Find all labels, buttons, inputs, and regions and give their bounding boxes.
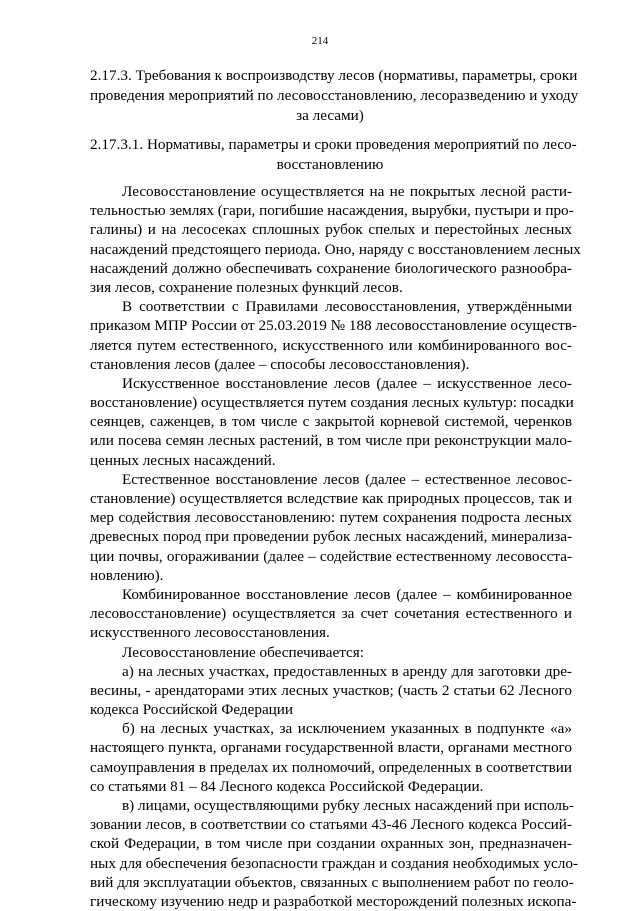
paragraph: [90, 796, 579, 911]
text-line: б) на лесных участках, за исключением указанных в подпункте «а»: [122, 720, 572, 738]
heading-line: проведения мероприятий по лесовосстановлению, лесоразведению и уходу: [90, 87, 579, 104]
text-line: Комбинированное восстановление лесов (далее – комбинированное: [122, 585, 572, 603]
text-line: становление) осуществляется вследствие как природных процессов, так и: [90, 490, 572, 507]
text-line: восстановление) осуществляется путем создания лесных культур: посадки: [90, 394, 574, 412]
text-line: ных для обеспечения безопасности граждан и создания необходимых усло-: [90, 854, 579, 872]
text-line: насаждений должно обеспечивать сохранение биологического разнообра-: [90, 259, 572, 277]
text-line: или посева семян лесных растений, в том числе при реконструкции мало-: [90, 432, 572, 450]
text-line: гическому изучению недр и разработкой месторождений полезных ископа-: [90, 892, 577, 910]
heading-line: восстановлению: [276, 156, 384, 173]
text-line: Лесовосстановление обеспечивается:: [122, 643, 364, 661]
heading-line: 2.17.3.1. Нормативы, параметры и сроки проведения мероприятий по лесо-: [90, 136, 577, 153]
paragraph: [90, 297, 577, 374]
paragraph: [90, 719, 572, 796]
text-line: самоуправления в пределах их полномочий, определенных в соответствии: [90, 758, 572, 776]
text-line: Естественное восстановление лесов (далее – естественное лесовос-: [122, 470, 572, 488]
text-line: зовании лесов, в соответствии со статьями 43-46 Лесного кодекса Россий-: [90, 816, 572, 834]
text-line: В соответствии с Правилами лесовосстановления, утверждёнными: [122, 298, 572, 316]
text-line: сеянцев, саженцев, в том числе с закрытой корневой системой, черенков: [90, 413, 572, 431]
text-line: вий для эксплуатации объектов, связанных с выполнением работ по геоло-: [90, 873, 574, 891]
text-line: мер содействия лесовосстановлению: путем сохранения подроста лесных: [90, 509, 572, 527]
paragraph: [90, 662, 572, 720]
text-line: лесовосстановление) осуществляется за счет сочетания естественного и: [90, 605, 572, 623]
text-line: насаждений предстоящего периода. Оно, наряду с восстановлением лесных: [90, 240, 581, 258]
paragraph: [90, 182, 581, 297]
heading-line: 2.17.3. Требования к воспроизводству лесов (нормативы, параметры, сроки: [90, 67, 578, 84]
page-number: 214: [311, 35, 329, 47]
text-line: весины, - арендаторами этих лесных участков; (часть 2 статьи 62 Лесного: [90, 681, 572, 699]
text-line: Лесовосстановление осуществляется на не покрытых лесной расти-: [122, 183, 572, 200]
paragraph: [90, 585, 572, 643]
text-line: кодекса Российской Федерации: [90, 701, 294, 719]
text-line: искусственного лесовосстановления.: [90, 624, 330, 642]
text-line: тельностью землях (гари, погибшие насаждения, вырубки, пустыри и про-: [90, 202, 574, 220]
text-line: в) лицами, осуществляющими рубку лесных насаждений при исполь-: [122, 797, 574, 814]
text-line: ляется путем естественного, искусственного или комбинированного вос-: [90, 336, 572, 354]
text-line: ции почвы, огораживании (далее – содействие естественному лесовосста-: [90, 547, 572, 565]
section-heading-2-17-3: [90, 66, 579, 126]
text-line: ской Федерации, в том числе при создании охранных зон, предназначен-: [90, 835, 572, 853]
text-line: ценных лесных насаждений.: [90, 451, 276, 469]
text-line: со статьями 81 – 84 Лесного кодекса Российской Федерации.: [90, 777, 484, 795]
text-line: приказом МПР России от 25.03.2019 № 188 лесовосстановление осуществ-: [90, 317, 577, 335]
section-heading-2-17-3-1: [90, 135, 577, 175]
text-line: древесных пород при проведении рубок лесных насаждений, минерализа-: [90, 528, 572, 546]
body-text: [90, 182, 581, 911]
text-line: становления лесов (далее – способы лесовосстановления).: [90, 355, 470, 373]
text-line: а) на лесных участках, предоставленных в аренду для заготовки дре-: [122, 662, 572, 680]
paragraph: [90, 643, 572, 662]
paragraph: [90, 470, 572, 585]
text-line: настоящего пункта, органами государственной власти, органами местного: [90, 739, 572, 757]
text-line: галины) и на лесосеках сплошных рубок спелых и перестойных лесных: [90, 221, 572, 239]
heading-line: за лесами): [296, 107, 364, 124]
text-line: новлению).: [90, 566, 164, 584]
text-line: зия лесов, сохранение полезных функций лесов.: [90, 278, 403, 296]
text-line: Искусственное восстановление лесов (далее – искусственное лесо-: [122, 374, 572, 392]
paragraph: [90, 374, 572, 470]
